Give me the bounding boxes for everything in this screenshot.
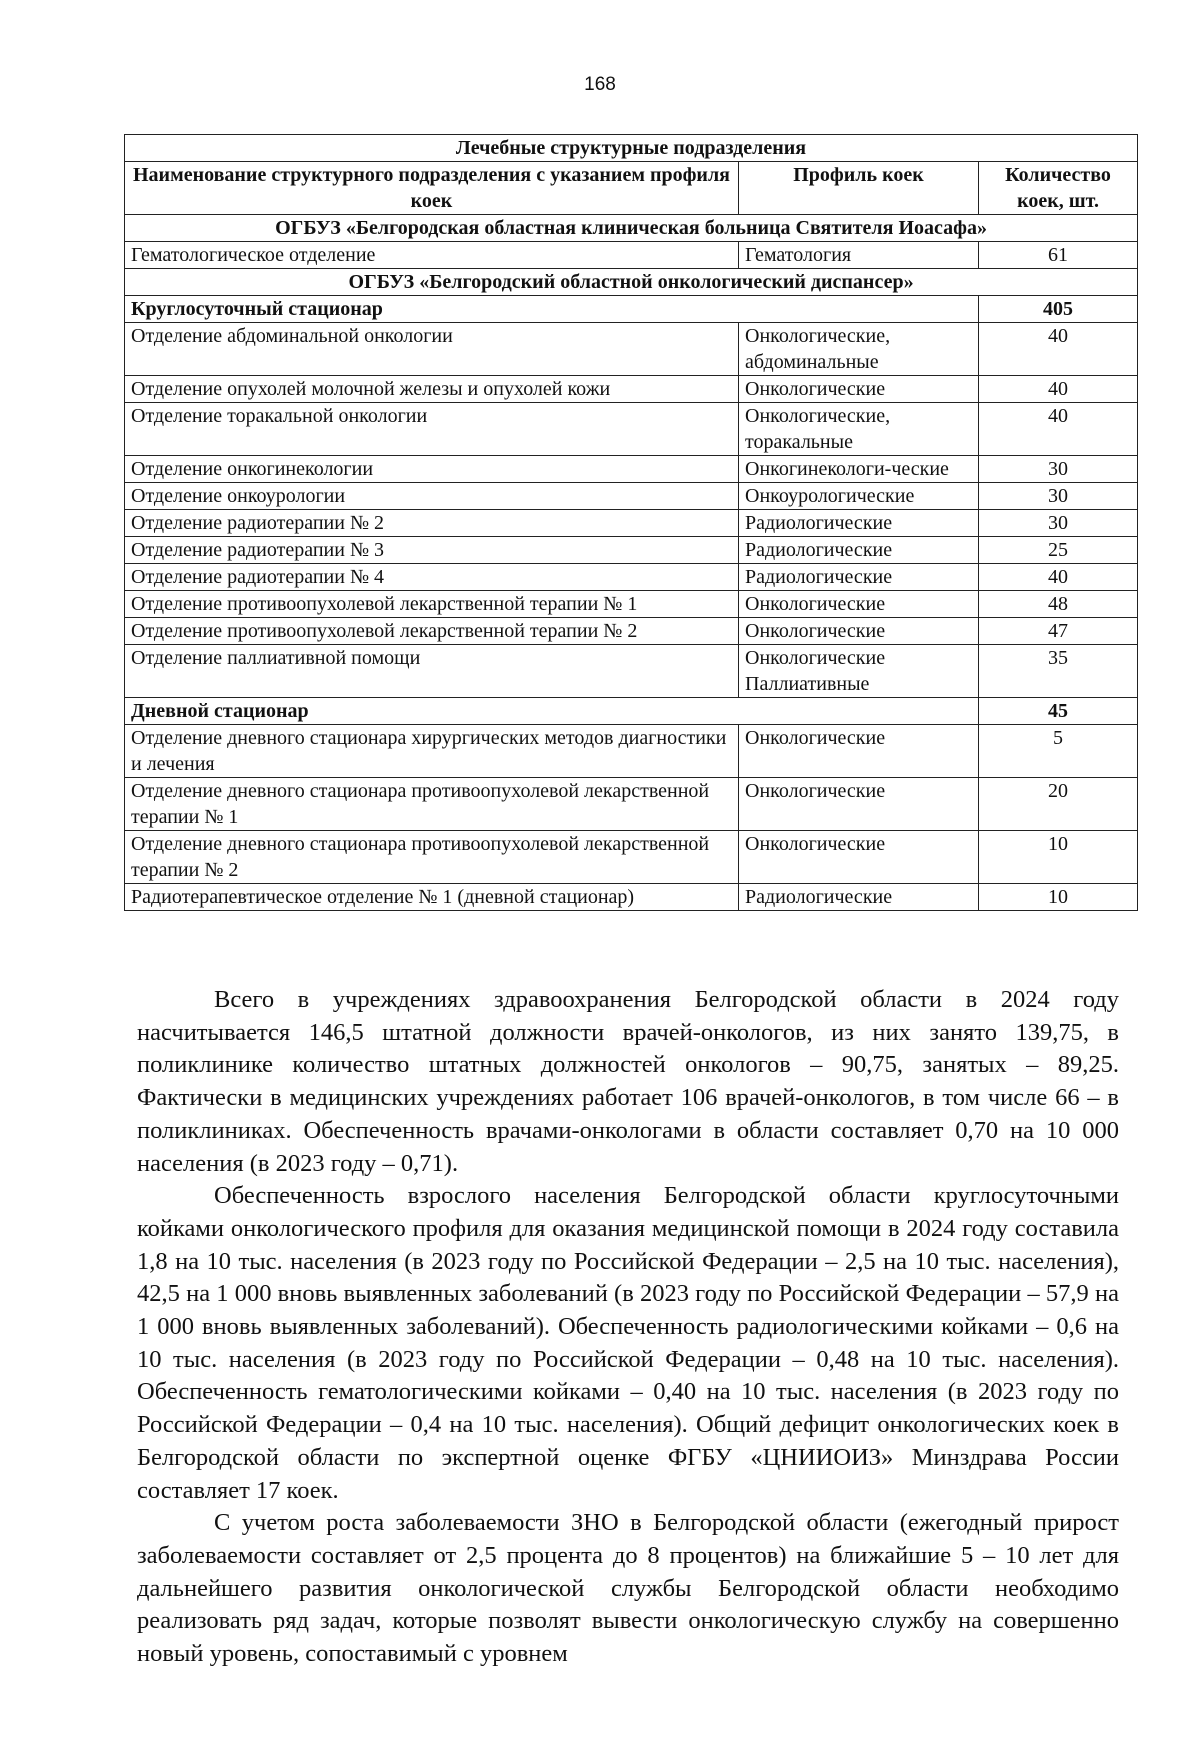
row-name: Отделение торакальной онкологии [125,403,739,456]
section-title: Дневной стационар [125,698,979,725]
row-name: Отделение радиотерапии № 3 [125,537,739,564]
row-profile: Онкологические [739,618,979,645]
table-header-row [125,162,1138,215]
row-profile: Радиологические [739,564,979,591]
row-name: Гематологическое отделение [125,242,739,269]
row-name: Отделение дневного стационара противоопухолевой лекарственной терапии № 1 [125,778,739,831]
page-number: 168 [584,74,616,95]
paragraph: Обеспеченность взрослого населения Белгородской области круглосуточными койками онкологического профиля для оказания медицинской помощи в 2024 году составила 1,8 на 10 тыс. населения (в 2023 году по Российской Федерации – 2,5 на 10 тыс. населения), 42,5 на 1 000 вновь выявленных заболеваний (в 2023 году по Российской Федерации – 57,9 на 1 000 вновь выявленных заболеваний). Обеспеченность радиологическими койками – 0,6 на 10 тыс. населения (в 2023 году по Российской Федерации – 0,48 на 10 тыс. населения). Обеспеченность гематологическими койками – 0,40 на 10 тыс. населения (в 2023 году по Российской Федерации – 0,4 на 10 тыс. населения). Общий дефицит онкологических коек в Белгородской области по экспертной оценке ФГБУ «ЦНИИОИЗ» Минздрава России составляет 17 коек. [137,1182,1119,1504]
table-title-row [125,135,1138,162]
row-count: 40 [979,564,1138,591]
row-count: 61 [979,242,1138,269]
paragraph: Всего в учреждениях здравоохранения Белгородской области в 2024 году насчитывается 146,5 штатной должности врачей-онкологов, из них занято 139,75, в поликлинике количество штатных должностей онкологов – 90,75, занятых – 89,25. Фактически в медицинских учреждениях работает 106 врачей-онкологов, в том числе 66 – в поликлиниках. Обеспеченность врачами-онкологами в области составляет 0,70 на 10 000 населения (в 2023 году – 0,71). [137,986,1119,1177]
row-profile: Онкологические [739,591,979,618]
row-name: Отделение паллиативной помощи [125,645,739,698]
table-row [125,725,1138,778]
row-profile: Онкогинекологи-ческие [739,456,979,483]
beds-table-body [125,135,1138,911]
table-row [125,564,1138,591]
row-profile: Онкологические [739,778,979,831]
header-count: Количество коек, шт. [979,162,1138,215]
row-count: 48 [979,591,1138,618]
header-name: Наименование структурного подразделения с указанием профиля коек [125,162,739,215]
row-name: Отделение онкогинекологии [125,456,739,483]
section-total: 45 [979,698,1138,725]
row-profile: Онкологические, абдоминальные [739,323,979,376]
section-total: 405 [979,296,1138,323]
row-count: 40 [979,403,1138,456]
row-profile: Онкологические [739,376,979,403]
row-profile: Онкоурологические [739,483,979,510]
table-row [125,645,1138,698]
row-profile: Онкологические [739,725,979,778]
row-name: Отделение онкоурологии [125,483,739,510]
institution-row [125,269,1138,296]
row-name: Отделение радиотерапии № 4 [125,564,739,591]
row-count: 35 [979,645,1138,698]
table-row [125,483,1138,510]
row-count: 40 [979,376,1138,403]
row-count: 30 [979,456,1138,483]
row-profile: Онкологические [739,831,979,884]
row-profile: Радиологические [739,510,979,537]
header-profile: Профиль коек [739,162,979,215]
row-count: 10 [979,831,1138,884]
institution-row [125,215,1138,242]
table-row [125,403,1138,456]
section-row [125,698,1138,725]
row-count: 30 [979,483,1138,510]
table-row [125,376,1138,403]
table-row [125,242,1138,269]
paragraph: С учетом роста заболеваемости ЗНО в Белгородской области (ежегодный прирост заболеваемости составляет от 2,5 процента до 8 процентов) на ближайшие 5 – 10 лет для дальнейшего развития онкологической службы Белгородской области необходимо реализовать ряд задач, которые позволят вывести онкологическую службу на совершенно новый уровень, сопоставимый с уровнем [137,1509,1119,1668]
row-profile: Радиологические [739,884,979,911]
row-name: Отделение дневного стационара противоопухолевой лекарственной терапии № 2 [125,831,739,884]
table-row [125,884,1138,911]
table-row [125,456,1138,483]
section-row [125,296,1138,323]
row-profile: Гематология [739,242,979,269]
row-profile: Онкологические Паллиативные [739,645,979,698]
row-count: 30 [979,510,1138,537]
row-name: Отделение радиотерапии № 2 [125,510,739,537]
row-name: Отделение противоопухолевой лекарственной терапии № 1 [125,591,739,618]
row-count: 25 [979,537,1138,564]
table-row [125,778,1138,831]
row-profile: Онкологические, торакальные [739,403,979,456]
table-title: Лечебные структурные подразделения [125,135,1138,162]
row-name: Отделение дневного стационара хирургических методов диагностики и лечения [125,725,739,778]
table-row [125,323,1138,376]
row-name: Радиотерапевтическое отделение № 1 (дневной стационар) [125,884,739,911]
institution-name: ОГБУЗ «Белгородский областной онкологический диспансер» [125,269,1138,296]
row-count: 40 [979,323,1138,376]
institution-name: ОГБУЗ «Белгородская областная клиническая больница Святителя Иоасафа» [125,215,1138,242]
section-title: Круглосуточный стационар [125,296,979,323]
table-row [125,537,1138,564]
table-row [125,831,1138,884]
row-name: Отделение абдоминальной онкологии [125,323,739,376]
body-text [137,984,1119,1671]
row-name: Отделение опухолей молочной железы и опухолей кожи [125,376,739,403]
table-row [125,591,1138,618]
table-row [125,510,1138,537]
row-count: 5 [979,725,1138,778]
row-name: Отделение противоопухолевой лекарственной терапии № 2 [125,618,739,645]
table-row [125,618,1138,645]
row-count: 10 [979,884,1138,911]
row-profile: Радиологические [739,537,979,564]
row-count: 47 [979,618,1138,645]
beds-table [124,134,1138,911]
row-count: 20 [979,778,1138,831]
